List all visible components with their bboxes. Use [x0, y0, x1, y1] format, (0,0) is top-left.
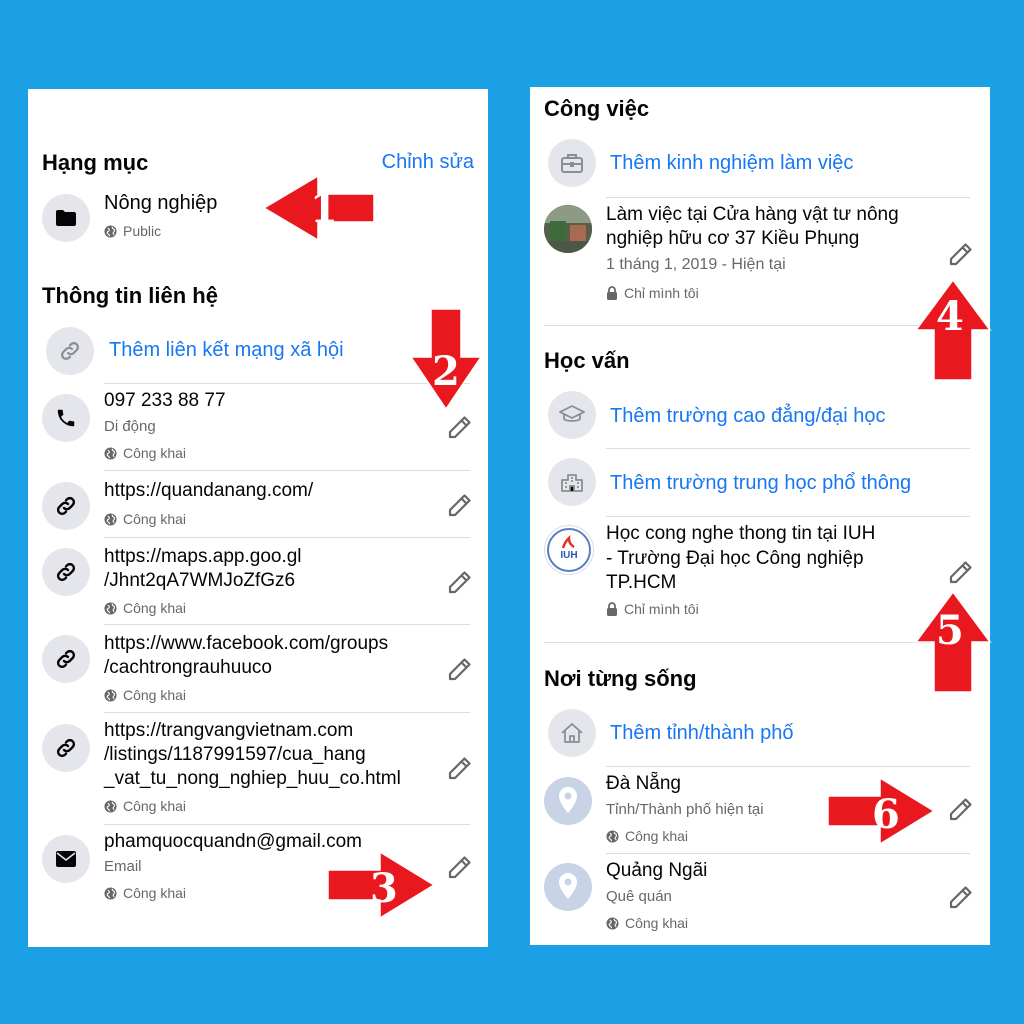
annotation-arrow-1 [262, 174, 376, 242]
link-icon [54, 494, 78, 518]
separator [606, 516, 970, 517]
add-social-icon-circle [46, 327, 94, 375]
website-4-line2[interactable]: /listings/1187991597/cua_hang [104, 744, 366, 765]
globe-icon [104, 225, 117, 238]
school-privacy[interactable] [606, 601, 699, 617]
annotation-arrow-4 [914, 278, 992, 382]
web2-privacy[interactable] [104, 600, 186, 616]
separator [104, 470, 470, 471]
web1-icon-circle [42, 482, 90, 530]
annotation-number-6: 6 [872, 791, 900, 838]
add-college-icon-circle [548, 391, 596, 439]
annotation-arrow-6 [826, 776, 936, 846]
job-privacy-label: Chỉ mình tôi [624, 285, 699, 301]
separator [104, 624, 470, 625]
add-work-icon-circle [548, 139, 596, 187]
pencil-icon[interactable] [446, 853, 474, 881]
pencil-icon[interactable] [446, 754, 474, 782]
email-icon-circle [42, 835, 90, 883]
annotation-arrow-3 [326, 850, 436, 920]
globe-icon [104, 689, 117, 702]
school-line1: Học cong nghe thong tin tại IUH [606, 523, 876, 544]
add-work-button[interactable]: Thêm kinh nghiệm làm việc [610, 152, 854, 174]
globe-icon [104, 447, 117, 460]
hometown-privacy[interactable] [606, 915, 688, 931]
current-city-privacy[interactable] [606, 828, 688, 844]
phone-privacy-label: Công khai [123, 445, 187, 461]
web2-icon-circle [42, 548, 90, 596]
phone-icon [55, 407, 77, 429]
annotation-number-1: 1 [310, 185, 338, 232]
link-icon [54, 560, 78, 584]
website-1[interactable]: https://quandanang.com/ [104, 480, 314, 501]
current-city-name: Đà Nẵng [606, 773, 681, 794]
web3-privacy[interactable] [104, 687, 186, 703]
school-logo[interactable] [544, 525, 594, 575]
email-address[interactable]: phamquocquandn@gmail.com [104, 831, 362, 852]
add-highschool-icon-circle [548, 458, 596, 506]
job-privacy[interactable] [606, 285, 699, 301]
website-4-line1[interactable]: https://trangvangvietnam.com [104, 720, 354, 741]
separator [606, 448, 970, 449]
category-privacy[interactable] [104, 223, 161, 239]
separator [104, 824, 470, 825]
home-icon [560, 722, 584, 744]
add-highschool-button[interactable]: Thêm trường trung học phổ thông [610, 472, 912, 494]
hometown-label: Quê quán [606, 888, 672, 905]
web1-privacy-label: Công khai [123, 511, 187, 527]
link-icon [54, 647, 78, 671]
lock-icon [606, 602, 618, 616]
website-4-line3[interactable]: _vat_tu_nong_nghiep_huu_co.html [104, 768, 401, 789]
location-pin-icon [544, 777, 592, 825]
globe-icon [606, 830, 619, 843]
contact-title: Thông tin liên hệ [42, 283, 218, 308]
website-2-line2[interactable]: /Jhnt2qA7WMJoZfGz6 [104, 570, 296, 591]
annotation-number-4: 4 [936, 293, 964, 340]
current-city-label: Tỉnh/Thành phố hiện tại [606, 801, 764, 818]
website-3-line1[interactable]: https://www.facebook.com/groups [104, 633, 389, 654]
web3-icon-circle [42, 635, 90, 683]
separator [544, 325, 970, 326]
globe-icon [104, 602, 117, 615]
separator [544, 642, 970, 643]
school-logo-text: IUH [560, 550, 578, 561]
phone-number: 097 233 88 77 [104, 390, 226, 411]
web4-privacy[interactable] [104, 798, 186, 814]
hometown-privacy-label: Công khai [625, 915, 689, 931]
category-icon-circle [42, 194, 90, 242]
pencil-icon[interactable] [446, 568, 474, 596]
hometown-avatar [544, 863, 592, 911]
school-line2: - Trường Đại học Công nghiệp [606, 548, 864, 569]
separator [104, 537, 470, 538]
email-type: Email [104, 858, 142, 875]
globe-icon [606, 917, 619, 930]
category-item: Nông nghiệp [104, 192, 218, 214]
work-title: Công việc [544, 96, 650, 121]
separator [606, 197, 970, 198]
web2-privacy-label: Công khai [123, 600, 187, 616]
school-privacy-label: Chỉ mình tôi [624, 601, 699, 617]
globe-icon [104, 513, 117, 526]
link-icon [54, 736, 78, 760]
graduation-cap-icon [559, 404, 585, 426]
category-title: Hạng mục [42, 150, 149, 175]
left-panel [28, 89, 488, 947]
phone-privacy[interactable] [104, 445, 186, 461]
pencil-icon[interactable] [947, 883, 975, 911]
folder-icon [55, 209, 77, 227]
mail-icon [55, 850, 77, 868]
places-title: Nơi từng sống [544, 666, 697, 691]
job-dates: 1 tháng 1, 2019 - Hiện tại [606, 256, 786, 273]
web4-icon-circle [42, 724, 90, 772]
annotation-arrow-2 [409, 307, 483, 411]
lock-icon [606, 286, 618, 300]
pencil-icon[interactable] [947, 558, 975, 586]
location-pin-icon [544, 863, 592, 911]
phone-type: Di động [104, 418, 156, 435]
current-city-privacy-label: Công khai [625, 828, 689, 844]
pencil-icon[interactable] [446, 491, 474, 519]
job-line2: nghiệp hữu cơ 37 Kiều Phụng [606, 228, 860, 249]
school-icon [560, 471, 584, 493]
add-city-icon-circle [548, 709, 596, 757]
hometown-name: Quảng Ngãi [606, 860, 708, 881]
separator [104, 712, 470, 713]
web3-privacy-label: Công khai [123, 687, 187, 703]
job-line1: Làm việc tại Cửa hàng vật tư nông [606, 204, 899, 225]
separator [606, 766, 970, 767]
website-2-line1[interactable]: https://maps.app.goo.gl [104, 546, 302, 567]
annotation-number-3: 3 [370, 865, 398, 912]
current-city-avatar [544, 777, 592, 825]
pencil-icon[interactable] [446, 655, 474, 683]
add-social-link-button[interactable]: Thêm liên kết mạng xã hội [109, 339, 344, 361]
school-line3: TP.HCM [606, 572, 677, 593]
pencil-icon[interactable] [947, 795, 975, 823]
globe-icon [104, 887, 117, 900]
education-title: Học vấn [544, 348, 630, 373]
annotation-number-5: 5 [936, 607, 964, 654]
annotation-arrow-5 [914, 590, 992, 694]
separator [606, 853, 970, 854]
website-3-line2[interactable]: /cachtrongrauhuuco [104, 657, 272, 678]
email-privacy[interactable] [104, 885, 186, 901]
pencil-icon[interactable] [947, 240, 975, 268]
pencil-icon[interactable] [446, 413, 474, 441]
edit-category-link[interactable]: Chỉnh sửa [381, 151, 474, 173]
phone-icon-circle [42, 394, 90, 442]
email-privacy-label: Công khai [123, 885, 187, 901]
add-city-button[interactable]: Thêm tỉnh/thành phố [610, 722, 794, 744]
category-privacy-label: Public [123, 223, 162, 239]
briefcase-icon [560, 152, 584, 174]
web4-privacy-label: Công khai [123, 798, 187, 814]
annotation-number-2: 2 [432, 348, 460, 395]
web1-privacy[interactable] [104, 511, 186, 527]
workplace-avatar[interactable] [544, 205, 592, 253]
globe-icon [104, 800, 117, 813]
add-college-button[interactable]: Thêm trường cao đẳng/đại học [610, 405, 886, 427]
link-icon [58, 339, 82, 363]
